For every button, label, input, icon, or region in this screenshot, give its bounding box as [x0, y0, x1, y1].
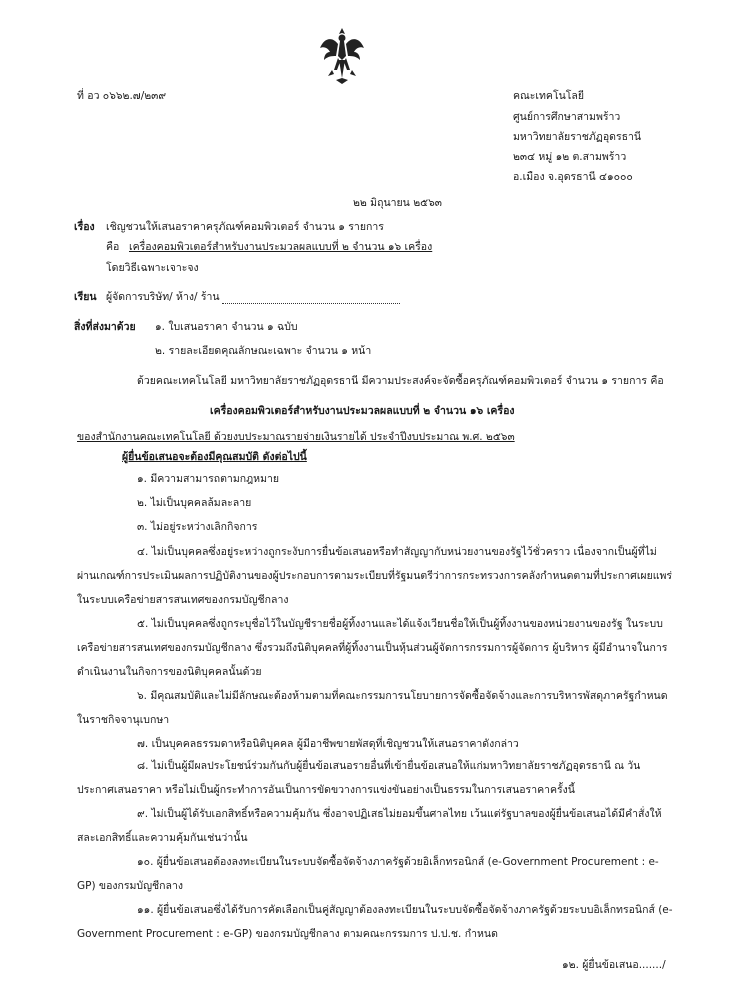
item-title: เครื่องคอมพิวเตอร์สำหรับงานประมวลผลแบบที่ ๒ จำนวน ๑๖ เครื่อง — [210, 405, 515, 417]
enclosure-item: ๑. ใบเสนอราคา จำนวน ๑ ฉบับ — [155, 321, 298, 333]
subject-method: โดยวิธีเฉพาะเจาะจง — [106, 262, 199, 274]
document-number: ที่ อว ๐๖๖๒.๗/๒๓๙ — [77, 90, 167, 102]
qualification-item: ๒. ไม่เป็นบุคคลล้มละลาย — [137, 497, 252, 509]
qualification-item: ๑๑. ผู้ยื่นข้อเสนอซึ่งได้รับการคัดเลือกเป็นคู่สัญญาต้องลงทะเบียนในระบบจัดซื้อจัดจ้างภาครัฐด้วยระบบอิเล็กทรอนิกส์ (e-Government Procurement : e-GP) ของกรมบัญชีกลาง ตามคณะกรรมการ ป.ป.ช. กำหนด — [77, 904, 673, 940]
salutation-label: เรียน — [74, 291, 97, 303]
subject-label: เรื่อง — [74, 221, 95, 233]
qualification-item: ๖. มีคุณสมบัติและไม่มีลักษณะต้องห้ามตามที่คณะกรรมการนโยบายการจัดซื้อจัดจ้างและการบริหารพัสดุภาครัฐกำหนดในราชกิจจานุเบกษา — [77, 690, 668, 726]
subject-item: เครื่องคอมพิวเตอร์สำหรับงานประมวลผลแบบที่ ๒ จำนวน ๑๖ เครื่อง — [129, 241, 433, 253]
qualification-item: ๑. มีความสามารถตามกฎหมาย — [137, 473, 280, 485]
enclosure-item: ๒. รายละเอียดคุณลักษณะเฉพาะ จำนวน ๑ หน้า — [155, 345, 372, 357]
qualification-item: ๑๐. ผู้ยื่นข้อเสนอต้องลงทะเบียนในระบบจัดซื้อจัดจ้างภาครัฐด้วยอิเล็กทรอนิกส์ (e-Government Procurement : e-GP) ของกรมบัญชีกลาง — [77, 856, 659, 892]
subject-line-prefix: คือ — [106, 241, 120, 253]
budget-line: ของสำนักงานคณะเทคโนโลยี ด้วยงบประมาณรายจ่ายเงินรายได้ ประจำปีงบประมาณ พ.ศ. ๒๕๖๓ — [77, 431, 515, 443]
blank-fill-line — [222, 293, 400, 304]
enclosure-label: สิ่งที่ส่งมาด้วย — [74, 321, 136, 333]
qualification-item: ๗. เป็นบุคคลธรรมดาหรือนิติบุคคล ผู้มีอาชีพขายพัสดุที่เชิญชวนให้เสนอราคาดังกล่าว — [137, 738, 519, 750]
letter-date: ๒๒ มิถุนายน ๒๕๖๓ — [353, 197, 442, 209]
qualification-heading: ผู้ยื่นข้อเสนอจะต้องมีคุณสมบัติ ดังต่อไปนี้ — [122, 451, 307, 463]
sender-line: ศูนย์การศึกษาสามพร้าว — [513, 111, 621, 123]
qualification-item: ๓. ไม่อยู่ระหว่างเลิกกิจการ — [137, 521, 258, 533]
qualification-item: ๔. ไม่เป็นบุคคลซึ่งอยู่ระหว่างถูกระงับการยื่นข้อเสนอหรือทำสัญญากับหน่วยงานของรัฐไว้ชั่วคราว เนื่องจากเป็นผู้ที่ไม่ผ่านเกณฑ์การประเมินผลการปฏิบัติงานของผู้ประกอบการตามระเบียบที่รัฐมนตรีว่าการกระทรวงการคลังกำหนดตามที่ประกาศเผยแพร่ในระบบเครือข่ายสารสนเทศของกรมบัญชีกลาง — [77, 546, 673, 606]
sender-line: มหาวิทยาลัยราชภัฏอุดรธานี — [513, 131, 642, 143]
qualification-item: ๕. ไม่เป็นบุคคลซึ่งถูกระบุชื่อไว้ในบัญชีรายชื่อผู้ทิ้งงานและได้แจ้งเวียนชื่อให้เป็นผู้ทิ้งงานของหน่วยงานของรัฐ ในระบบเครือข่ายสารสนเทศของกรมบัญชีกลาง ซึ่งรวมถึงนิติบุคคลที่ผู้ทิ้งงานเป็นหุ้นส่วนผู้จัดการกรรมการผู้จัดการ ผู้บริหาร ผู้มีอำนาจในการดำเนินงานในกิจการของนิติบุคคลนั้นด้วย — [77, 618, 668, 678]
garuda-emblem — [318, 26, 366, 86]
salutation-recipient: ผู้จัดการบริษัท/ ห้าง/ ร้าน — [106, 291, 220, 303]
intro-paragraph: ด้วยคณะเทคโนโลยี มหาวิทยาลัยราชภัฏอุดรธานี มีความประสงค์จะจัดซื้อครุภัณฑ์คอมพิวเตอร์ จำนวน ๑ รายการ คือ — [137, 375, 664, 387]
sender-line: คณะเทคโนโลยี — [513, 90, 584, 102]
salutation-text — [106, 290, 400, 304]
sender-line: ๒๓๔ หมู่ ๑๒ ต.สามพร้าว — [513, 151, 627, 163]
continuation-marker: ๑๒. ผู้ยื่นข้อเสนอ......./ — [562, 959, 666, 971]
qualification-item: ๙. ไม่เป็นผู้ได้รับเอกสิทธิ์หรือความคุ้มกัน ซึ่งอาจปฏิเสธไม่ยอมขึ้นศาลไทย เว้นแต่รัฐบาลของผู้ยื่นข้อเสนอได้มีคำสั่งให้สละเอกสิทธิ์และความคุ้มกันเช่นว่านั้น — [77, 808, 662, 844]
qualification-item: ๘. ไม่เป็นผู้มีผลประโยชน์ร่วมกันกับผู้ยื่นข้อเสนอรายอื่นที่เข้ายื่นข้อเสนอให้แก่มหาวิทยาลัยราชภัฏอุดรธานี ณ วันประกาศเสนอราคา หรือไม่เป็นผู้กระทำการอันเป็นการขัดขวางการแข่งขันอย่างเป็นธรรมในการเสนอราคาครั้งนี้ — [77, 760, 641, 796]
sender-line: อ.เมือง จ.อุดรธานี ๔๑๐๐๐ — [513, 171, 633, 183]
subject-line: เชิญชวนให้เสนอราคาครุภัณฑ์คอมพิวเตอร์ จำนวน ๑ รายการ — [106, 221, 384, 233]
